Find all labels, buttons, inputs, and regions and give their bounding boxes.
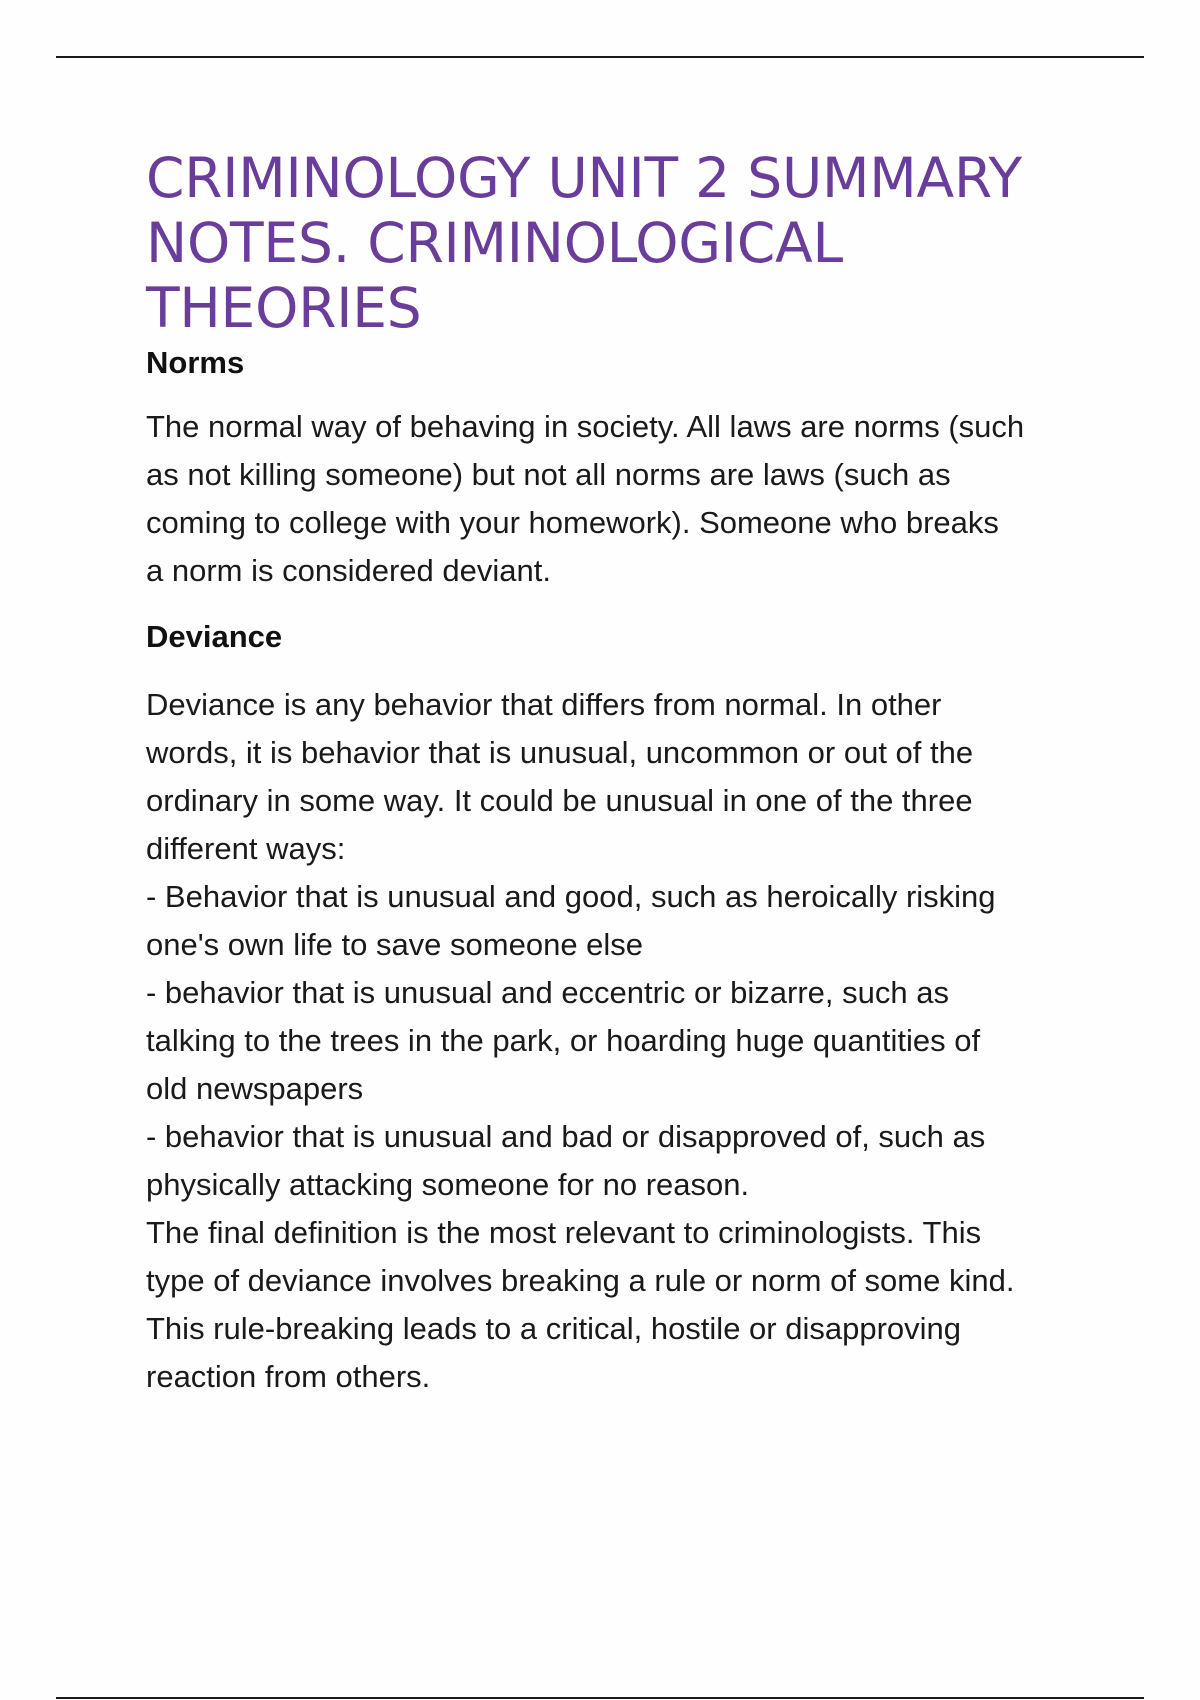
list-item-line: old newspapers [146,1071,364,1106]
list-item-line: talking to the trees in the park, or hoarding huge quantities of [146,1023,981,1058]
page-content [146,146,1086,1401]
header-rule [56,56,1144,58]
text-line: This rule-breaking leads to a critical, hostile or disapproving [146,1311,962,1346]
text-line: a norm is considered deviant. [146,553,551,588]
text-line: coming to college with your homework). Someone who breaks [146,505,999,540]
text-line: Deviance is any behavior that differs from normal. In other [146,687,942,722]
text-line: words, it is behavior that is unusual, uncommon or out of the [146,735,974,770]
text-line: type of deviance involves breaking a rule or norm of some kind. [146,1263,1015,1298]
section-body-norms [146,403,1086,595]
list-item-line: one's own life to save someone else [146,927,644,962]
text-line: different ways: [146,831,346,866]
list-item-line: - behavior that is unusual and bad or disapproved of, such as [146,1119,986,1154]
title-line: NOTES. CRIMINOLOGICAL [146,211,843,275]
section-body-deviance [146,681,1086,1401]
list-item-line: - behavior that is unusual and eccentric or bizarre, such as [146,975,949,1010]
text-line: ordinary in some way. It could be unusual in one of the three [146,783,973,818]
text-line: reaction from others. [146,1359,431,1394]
title-line: CRIMINOLOGY UNIT 2 SUMMARY [146,146,1022,210]
document-title [146,146,1086,341]
list-item-line: physically attacking someone for no reason. [146,1167,750,1202]
list-item-line: - Behavior that is unusual and good, such as heroically risking [146,879,996,914]
section-heading-deviance: Deviance [146,619,283,654]
section-heading-norms: Norms [146,345,245,380]
text-line: The final definition is the most relevant to criminologists. This [146,1215,982,1250]
footer-rule [56,1697,1144,1699]
text-line: The normal way of behaving in society. All laws are norms (such [146,409,1025,444]
title-line: THEORIES [146,276,422,340]
text-line: as not killing someone) but not all norms are laws (such as [146,457,951,492]
